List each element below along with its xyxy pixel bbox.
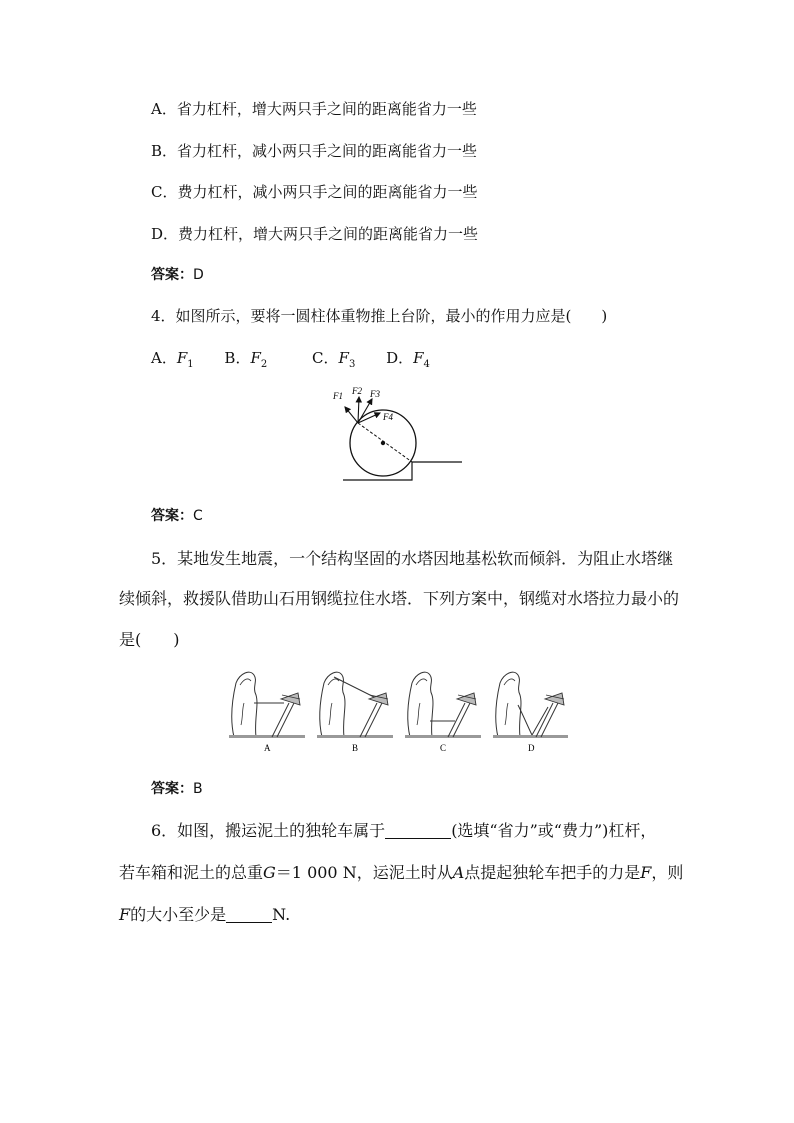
answer-value: D (193, 267, 204, 283)
q4-stem: 4．如图所示，要将一圆柱体重物推上台阶，最小的作用力应是( ) (151, 307, 608, 325)
arrow-f2 (358, 397, 359, 423)
q3-option-a: A．省力杠杆，增大两只手之间的距离能省力一些 (151, 100, 477, 118)
scheme-c (405, 672, 481, 753)
q5-line-3: 是( ) (119, 630, 180, 649)
q6-line-3: F的大小至少是 N. (119, 905, 291, 924)
q4-options (151, 347, 456, 370)
scheme-a (229, 672, 305, 753)
q6-blank-1[interactable] (385, 824, 451, 839)
label-f2: F2 (352, 386, 362, 396)
arrow-f1 (345, 407, 358, 423)
q4-option-a: A．$F_1$ (151, 349, 194, 370)
q4-answer: 答案：C (151, 508, 203, 524)
scheme-d (493, 672, 568, 753)
q6-blank-2[interactable] (226, 908, 272, 923)
q3-answer (151, 264, 204, 284)
q4-option-c: C．$F_3$ (312, 349, 356, 370)
q4-cylinder-figure (325, 382, 470, 485)
q3-option-d: D．费力杠杆，增大两只手之间的距离能省力一些 (151, 225, 479, 243)
label-b: B (352, 743, 359, 753)
label-f4: F4 (383, 412, 393, 422)
q6-line-2: 若车箱和泥土的总重G＝1 000 N，运泥土时从A点提起独轮车把手的力是F，则 (119, 863, 684, 882)
q5-water-tower-figure (226, 665, 568, 757)
step-outline (343, 462, 462, 480)
scheme-b (317, 672, 393, 753)
q4-option-d: D．$F_4$ (386, 349, 430, 370)
label-a: A (264, 743, 271, 753)
q5-line-2: 续倾斜，救援队借助山石用钢缆拉住水塔．下列方案中，钢缆对水塔拉力最小的 (119, 589, 680, 608)
label-f3: F3 (370, 389, 380, 399)
q5-line-1: 5．某地发生地震，一个结构坚固的水塔因地基松软而倾斜．为阻止水塔继 (151, 549, 674, 568)
q3-option-b: B．省力杠杆，减小两只手之间的距离能省力一些 (151, 142, 478, 160)
q6-line-1: 6．如图，搬运泥土的独轮车属于 (选填“省力”或“费力”)杠杆， (151, 821, 657, 840)
q4-option-b: B．$F_2$ (224, 349, 268, 370)
answer-label: 答案： (151, 267, 193, 283)
label-f1: F1 (333, 391, 343, 401)
label-c: C (440, 743, 447, 753)
q3-option-c: C．费力杠杆，减小两只手之间的距离能省力一些 (151, 183, 478, 201)
q5-answer: 答案：B (151, 781, 203, 797)
label-d: D (528, 743, 535, 753)
